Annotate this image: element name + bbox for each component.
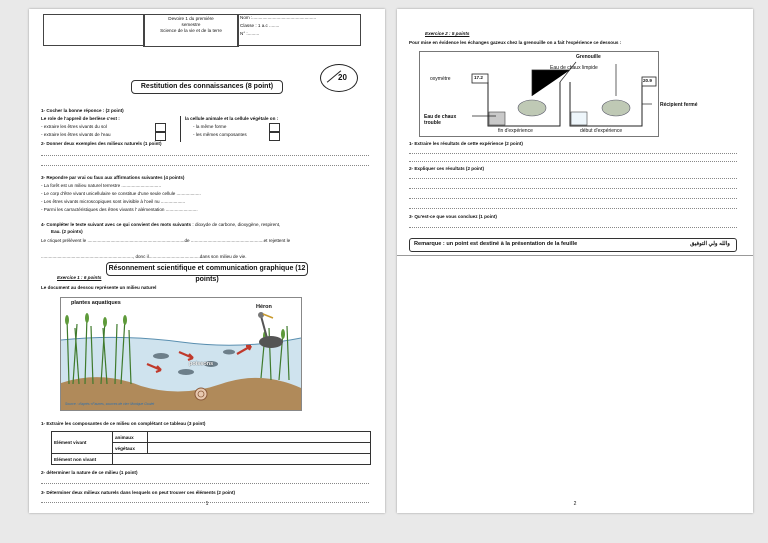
q3-text: 3- Repondre par vrai ou faux aux affirmations suivantes (4 points) <box>41 175 185 180</box>
figure-label-closed-container: Récipient fermé <box>660 102 698 108</box>
section2-title: Résonnement scientifique et communication graphique (12 points) <box>106 262 308 276</box>
q1-left-option-b: - extraire les êtres vivants de l'eau <box>41 132 111 137</box>
student-name-field: Nom :.................................................. <box>240 15 317 20</box>
figure-source: Source : d'après «Faunes, sources de vie» Monique Goulet <box>65 402 155 406</box>
answer-cell-plants[interactable] <box>148 443 371 454</box>
figure-label-oximeter: oxymètre <box>430 76 451 82</box>
closing-arabic: والله ولي التوفيق <box>690 241 730 247</box>
components-table <box>51 431 371 465</box>
figure-label-end-experiment: fin d'expérience <box>498 128 533 134</box>
oximeter-value-end: 17.2 <box>474 75 483 80</box>
table-cell-non-living: Elément non vivant <box>52 454 113 465</box>
header-title-cell <box>143 14 239 47</box>
answer-line[interactable] <box>409 153 737 154</box>
checkbox-q1-left-a[interactable] <box>155 123 166 132</box>
q1-divider <box>180 116 181 142</box>
answer-line[interactable] <box>409 208 737 209</box>
q2-text: 2- Donner deux exemples des milieux naturels (1 point) <box>41 141 162 146</box>
exercise2-title: Exercice 2 : 5 points <box>425 31 470 36</box>
page-number: 1 <box>205 501 209 507</box>
figure-label-plants: plantes aquatiques <box>71 300 121 306</box>
figure-label-frog: Grenouille <box>576 54 601 60</box>
q1-left-intro: Le role de l'appreil de berlèse c'est : <box>41 116 120 121</box>
header-student-cell <box>237 14 361 46</box>
table-cell-plants: végétaux <box>113 443 148 454</box>
exercise1-q2: 2- déterminer la nature de ce milieu (1 point) <box>41 470 138 475</box>
student-number-field: N° :......... <box>240 31 260 36</box>
table-cell-living: Elément vivant <box>52 432 113 454</box>
q1-left-option-a: - extraire les êtres vivants du sol <box>41 124 107 129</box>
header-line2: semestre <box>181 22 201 27</box>
figure-label-start-experiment: début d'expérience <box>580 128 623 134</box>
student-class-field: Classe : 1 a.c ........ <box>240 23 280 28</box>
exercise2-q2: 2- Expliquer ces résultats (2 point) <box>409 166 485 171</box>
table-cell-animals: animaux <box>113 432 148 443</box>
remark-box <box>409 238 737 252</box>
header-left-cell <box>43 14 145 46</box>
q3-statement-a: - La forêt est un milieu naturel terrestre ............................... <box>41 183 161 188</box>
answer-line[interactable] <box>409 161 737 162</box>
exercise2-q1: 1- Extraire les résultats de cette expérience (2 point) <box>409 141 523 146</box>
pond-illustration <box>61 298 301 410</box>
answer-line[interactable] <box>409 198 737 199</box>
page-separator <box>397 255 753 256</box>
answer-line[interactable] <box>409 188 737 189</box>
exercise2-intro: Pour mise en évidence les échanges gazeux chez la grenouille on a fait l'expérience ce dessous : <box>409 40 622 45</box>
checkbox-q1-left-b[interactable] <box>155 132 166 141</box>
q1-text: 1- Cocher la bonne réponce : (2 point) <box>41 108 124 113</box>
q4-text-line2: ........................................................................, donc il........................................dans son milieu de vie. <box>41 254 247 259</box>
figure-label-heron: Héron <box>256 304 272 310</box>
answer-line[interactable] <box>409 227 737 228</box>
q3-statement-d: - Parmi les carractéristiques des êtres vivants l' alémentation ......................... <box>41 207 198 212</box>
checkbox-q1-right-a[interactable] <box>269 123 280 132</box>
exercise2-q3: 3- Qu'est-ce que vous concluez (1 point) <box>409 214 497 219</box>
remark-text: Remarque : un point est destiné à la présentation de la feuille <box>414 241 578 247</box>
score-total: 20 <box>338 73 347 82</box>
q4-word-list: : dioxyde de carbone, dioxygène, respirent, <box>191 222 281 227</box>
q3-statement-c: - Les êtres vivants microscopiques sont invisible à l'oeil nu ................... <box>41 199 186 204</box>
oximeter-value-start: 20.9 <box>643 78 652 83</box>
section1-title: Restitution des connaissances (8 point) <box>131 80 283 94</box>
exam-page-1 <box>29 9 385 513</box>
q4-text <box>41 222 280 228</box>
pond-figure <box>60 297 302 411</box>
header-line1: Devoire 1 du première <box>168 16 214 21</box>
exercise1-q3: 3- Déterminer deux milieux naturels dans lesquels on peut trouver ces éléments (2 point) <box>41 490 236 495</box>
q4-text-line1: Le criquet prélèvent le ............................................................................de .........................................................et rejettent le <box>41 238 291 243</box>
q1-right-option-b: - les mêmes composantes <box>193 132 247 137</box>
answer-cell-animals[interactable] <box>148 432 371 443</box>
figure-label-fish: poissons <box>189 361 214 367</box>
figure-label-clear-limewater: Eau de chaux limpide <box>550 65 598 71</box>
figure-label-cloudy-limewater: Eau de chaux trouble <box>424 114 457 126</box>
answer-cell-non-living[interactable] <box>113 454 371 465</box>
q4-word-list-end: Eau. (2 points) <box>51 229 83 234</box>
answer-line[interactable] <box>41 155 369 156</box>
answer-line[interactable] <box>409 178 737 179</box>
exercise1-intro: Le document au dessou représente un milieu naturel <box>41 285 157 290</box>
header-line3: Science de la vie et de la terre <box>160 28 222 33</box>
exam-page-2 <box>397 9 753 513</box>
checkbox-q1-right-b[interactable] <box>269 132 280 141</box>
answer-line[interactable] <box>41 165 369 166</box>
q3-statement-b: - Le corp d'être vivant unicellulaire se constitue d'une seule cellule ................... <box>41 191 201 196</box>
page-number: 2 <box>573 501 577 507</box>
q1-right-intro: la cellule animale et la cellule végétale on : <box>185 116 279 121</box>
exercise1-q1: 1- Extraire les composantes de ce milieu on complétant ce tableau (3 point) <box>41 421 206 426</box>
exercise1-title: Exercice 1 : 6 points <box>57 275 102 280</box>
experiment-figure <box>419 51 698 137</box>
q1-right-option-a: - la même forme <box>193 124 227 129</box>
q4-instruction: 4- Compléter le texte suivant avec ce qui convient des mots suivants <box>41 222 192 227</box>
answer-line[interactable] <box>41 483 369 484</box>
